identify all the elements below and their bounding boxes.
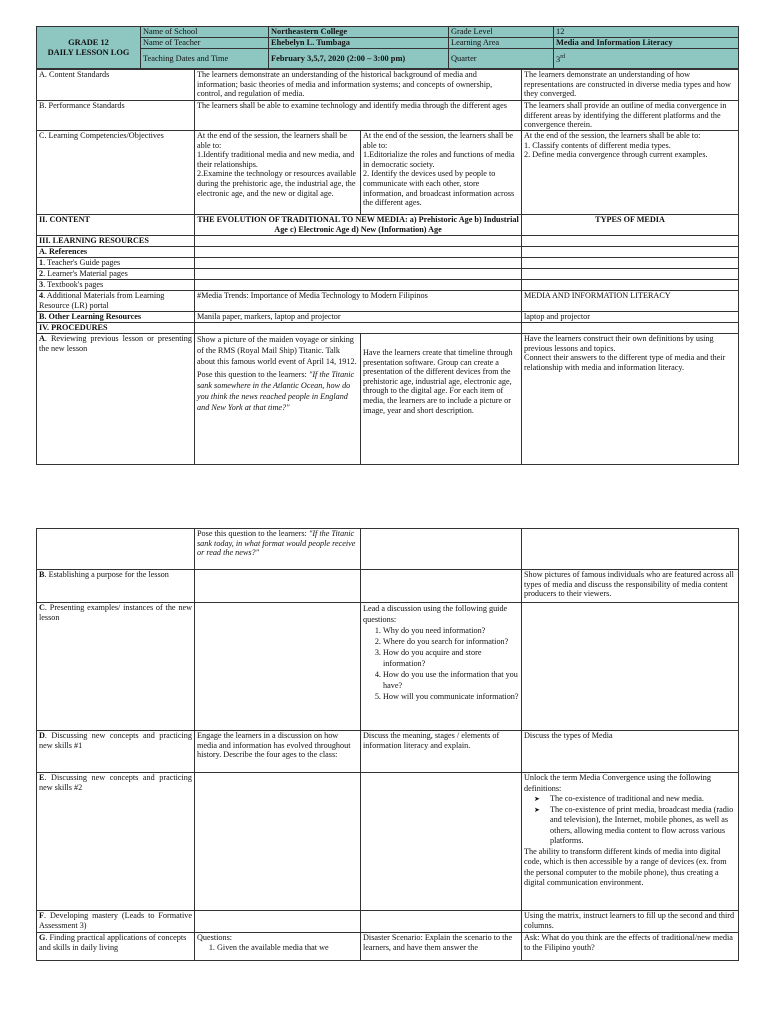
question-lead: Pose this question to the learners:	[197, 529, 309, 538]
day2-activity: Discuss the meaning, stages / elements of information literacy and explain.	[361, 731, 522, 773]
teacher-label: Name of Teacher	[141, 38, 269, 49]
page-one	[36, 26, 738, 465]
cell-text: The learners shall be able to examine technology and identify media through the different ages	[195, 101, 522, 131]
lesson-table-continued	[36, 528, 739, 961]
row-label: A. Content Standards	[37, 70, 195, 101]
row-label	[37, 291, 195, 312]
lesson-log-title	[37, 27, 141, 69]
empty-cell	[195, 323, 522, 334]
title-line-1: GRADE 12	[68, 37, 109, 47]
empty-cell	[361, 570, 522, 603]
empty-cell	[361, 529, 522, 570]
row-number: 1	[39, 258, 44, 267]
activity-paragraph: Show a picture of the maiden voyage or sinking of the RMS (Royal Mail Ship) Titanic. Talk about this famous world event of April 14, 1912.	[197, 335, 357, 366]
textbook-row	[37, 280, 739, 291]
row-label-text: . Learner's Material pages	[43, 269, 128, 278]
teacher-value: Ehebelyn L. Tumbaga	[269, 38, 449, 49]
empty-cell	[522, 247, 739, 258]
guide-question: 5. How will you communicate information?	[383, 691, 519, 702]
procedure-g-row	[37, 933, 739, 961]
empty-cell	[195, 236, 522, 247]
guide-questions-list	[363, 625, 519, 702]
empty-cell	[522, 258, 739, 269]
row-number: 3	[39, 280, 44, 289]
row-label: II. CONTENT	[37, 215, 195, 236]
procedure-letter: D	[39, 731, 45, 740]
guide-question: 1. Why do you need information?	[383, 625, 519, 636]
day3-objectives	[522, 131, 739, 215]
row-label: IV. PROCEDURES	[37, 323, 195, 334]
objective-item: 2. Identify the devices used by people to communicate with each other, store information, and broadcast information across the different ages.	[363, 169, 515, 208]
day1-activity: Engage the learners in a discussion on how media and information has evolved throughout history. Describe the four ages to the class:	[195, 731, 361, 773]
grade-value: 12	[554, 27, 739, 38]
cell-text: The learners demonstrate an understanding of the historical background of media and information; basic theories of media and information systems; and concepts of ownership, control, and regulation of media.	[195, 70, 522, 101]
day1-objectives	[195, 131, 361, 215]
procedure-b-row	[37, 570, 739, 603]
procedure-c-row	[37, 603, 739, 731]
objective-item: 1.Editorialize the roles and functions of media in democratic society.	[363, 150, 515, 169]
day1-activity	[195, 334, 361, 465]
day3-activity: Using the matrix, instruct learners to fill up the second and third columns.	[522, 911, 739, 933]
content-row	[37, 215, 739, 236]
definitions-intro: Unlock the term Media Convergence using the following definitions:	[524, 773, 711, 793]
empty-cell	[195, 258, 522, 269]
procedure-d-row	[37, 731, 739, 773]
day3-activity: Show pictures of famous individuals who are featured across all types of media and discuss the responsibility of media content producers to their viewers.	[522, 570, 739, 603]
guide-question: 4. How do you use the information that you have?	[383, 669, 519, 691]
procedure-f-row	[37, 911, 739, 933]
performance-standards-row	[37, 101, 739, 131]
empty-cell	[361, 911, 522, 933]
row-label	[37, 911, 195, 933]
dates-label: Teaching Dates and Time	[141, 49, 269, 69]
empty-cell	[522, 323, 739, 334]
objective-item: 2.Examine the technology or resources available during the prehistoric age, the industrial age, the electronic age, and the new or digital age.	[197, 169, 357, 198]
day1-activity	[195, 529, 361, 570]
empty-cell	[195, 280, 522, 291]
row-label	[37, 570, 195, 603]
additional-materials-row	[37, 291, 739, 312]
empty-cell	[361, 773, 522, 911]
objective-item: 2. Define media convergence through current examples.	[524, 150, 708, 160]
row-label-text: . Discussing new concepts and practicing new skills #2	[39, 773, 192, 792]
quarter-label: Quarter	[449, 49, 554, 69]
procedure-a-continued-row	[37, 529, 739, 570]
cell-text: Manila paper, markers, laptop and projector	[195, 312, 522, 323]
lesson-table	[36, 69, 739, 465]
activity-paragraph: Connect their answers to the different type of media and their relationship with media and information literacy.	[524, 353, 726, 372]
content-standards-row	[37, 70, 739, 101]
empty-cell	[195, 603, 361, 731]
procedure-letter: F	[39, 911, 45, 920]
procedure-letter: G	[39, 933, 46, 942]
empty-cell	[195, 269, 522, 280]
definition-item: ➤ The co-existence of traditional and new media.	[540, 794, 736, 805]
procedure-letter: A	[39, 334, 45, 343]
empty-cell	[195, 911, 361, 933]
empty-cell	[195, 570, 361, 603]
guide-question: 2. Where do you search for information?	[383, 636, 519, 647]
dates-value: February 3,5,7, 2020 (2:00 – 3:00 pm)	[269, 49, 449, 69]
objectives-intro: At the end of the session, the learners shall be able to:	[524, 131, 701, 140]
definition-item: ➤ The co-existence of print media, broadcast media (radio and television), the Internet, mobile phones, as well as others, allowing media content to flow across various platforms.	[540, 805, 736, 847]
objective-item: 1. Classify contents of different media types.	[524, 140, 671, 150]
day2-activity: Disaster Scenario: Explain the scenario to the learners, and have them answer the	[361, 933, 522, 961]
empty-cell	[522, 280, 739, 291]
quarter-suffix: rd	[560, 54, 566, 61]
row-label	[37, 731, 195, 773]
cell-text: MEDIA AND INFORMATION LITERACY	[522, 291, 739, 312]
row-label: C. Learning Competencies/Objectives	[37, 131, 195, 215]
row-label-text: . Reviewing previous lesson or presenting the new lesson	[39, 334, 192, 353]
row-label	[37, 258, 195, 269]
area-value: Media and Information Literacy	[554, 38, 739, 49]
row-label-text: . Additional Materials from Learning Resource (LR) portal	[39, 291, 165, 310]
empty-cell	[522, 236, 739, 247]
row-label-text: . Finding practical applications of concepts and skills in daily living	[39, 933, 187, 952]
cell-text: #Media Trends: Importance of Media Technology to Modern Filipinos	[195, 291, 522, 312]
row-label	[37, 933, 195, 961]
day3-activity: Discuss the types of Media	[522, 731, 739, 773]
quarter-cell	[554, 49, 739, 69]
day2-activity	[361, 603, 522, 731]
row-label: B. Other Learning Resources	[37, 312, 195, 323]
content-topic-types: TYPES OF MEDIA	[522, 215, 739, 236]
title-line-2: DAILY LESSON LOG	[47, 47, 130, 57]
questions-list	[197, 943, 358, 953]
row-label-text: . Developing mastery (Leads to Formative Assessment 3)	[39, 911, 192, 930]
empty-cell	[522, 529, 739, 570]
row-label	[37, 269, 195, 280]
procedure-a-row	[37, 334, 739, 465]
learners-material-row	[37, 269, 739, 280]
row-label: A. References	[37, 247, 195, 258]
row-label	[37, 334, 195, 465]
row-label-text: . Presenting examples/ instances of the new lesson	[39, 603, 192, 622]
other-resources-row	[37, 312, 739, 323]
content-topic: THE EVOLUTION OF TRADITIONAL TO NEW MEDIA: a) Prehistoric Age b) Industrial Age c) Electronic Age d) New (Information) Age	[195, 215, 522, 236]
activity-question	[197, 369, 358, 413]
quarter-value: 3	[556, 54, 561, 64]
procedure-letter: B	[39, 570, 45, 579]
empty-cell	[195, 773, 361, 911]
row-number: 4	[39, 291, 44, 300]
question-lead: Pose this question to the learners:	[197, 370, 309, 379]
procedure-e-row	[37, 773, 739, 911]
question-quote: "If the Titanic sank somewhere in the Atlantic Ocean, how do you think the news reached people in England and New York at that time?"	[197, 370, 355, 412]
competencies-row	[37, 131, 739, 215]
day3-activity: Ask: What do you think are the effects of traditional/new media to the Filipino youth?	[522, 933, 739, 961]
empty-cell	[37, 529, 195, 570]
page-two	[36, 528, 738, 961]
procedures-row	[37, 323, 739, 334]
guide-question: 3. How do you acquire and store information?	[383, 647, 519, 669]
empty-cell	[522, 269, 739, 280]
row-label: III. LEARNING RESOURCES	[37, 236, 195, 247]
discussion-intro: Lead a discussion using the following guide questions:	[363, 604, 508, 624]
definitions-list	[524, 794, 736, 847]
objectives-intro: At the end of the session, the learners shall be able to:	[363, 131, 514, 150]
row-label	[37, 603, 195, 731]
cell-text: The learners shall provide an outline of media convergence in different areas by identifying the different platforms and the convergence therein.	[522, 101, 739, 131]
row-label-text: . Teacher's Guide pages	[43, 258, 121, 267]
objectives-intro: At the end of the session, the learners shall be able to:	[197, 131, 348, 150]
school-label: Name of School	[141, 27, 269, 38]
row-label	[37, 773, 195, 911]
day1-activity	[195, 933, 361, 961]
grade-label: Grade Level	[449, 27, 554, 38]
row-label: B. Performance Standards	[37, 101, 195, 131]
area-label: Learning Area	[449, 38, 554, 49]
references-row	[37, 247, 739, 258]
objective-item: 1.Identify traditional media and new media, and their relationships.	[197, 150, 355, 169]
row-label	[37, 280, 195, 291]
definition-paragraph: The ability to transform different kinds of media into digital code, which is then accessible by a range of devices (ex. from the personal computer to the mobile phone), thus creating a digital communication environment.	[524, 846, 727, 887]
procedure-letter: E	[39, 773, 45, 782]
procedure-letter: C	[39, 603, 45, 612]
activity-paragraph: Have the learners construct their own definitions by using previous lessons and topics.	[524, 334, 714, 353]
resources-row	[37, 236, 739, 247]
questions-intro: Questions:	[197, 933, 233, 942]
teachers-guide-row	[37, 258, 739, 269]
day3-activity	[522, 334, 739, 465]
day2-objectives	[361, 131, 522, 215]
question-quote: "If the Titanic sank today, in what format would people receive or read the news?"	[197, 529, 356, 558]
row-label-text: . Textbook's pages	[43, 280, 104, 289]
school-value: Northeastern College	[269, 27, 449, 38]
day3-activity	[522, 773, 739, 911]
cell-text: laptop and projector	[522, 312, 739, 323]
row-label-text: . Establishing a purpose for the lesson	[44, 570, 169, 579]
header-table	[36, 26, 739, 69]
question-item: 1. Given the available media that we	[217, 943, 358, 953]
empty-cell	[195, 247, 522, 258]
row-label-text: . Discussing new concepts and practicing new skills #1	[39, 731, 192, 750]
day2-activity: Have the learners create that timeline through presentation software. Group can create a presentation of the different devices from the prehistoric age, industrial age, electronic age, through to the digital age. For each item of media, the learners are to include a picture or image, year and short description.	[361, 334, 522, 465]
empty-cell	[522, 603, 739, 731]
cell-text: The learners demonstrate an understanding of how representations are constructed in diverse media types and how they converged.	[522, 70, 739, 101]
row-number: 2	[39, 269, 44, 278]
